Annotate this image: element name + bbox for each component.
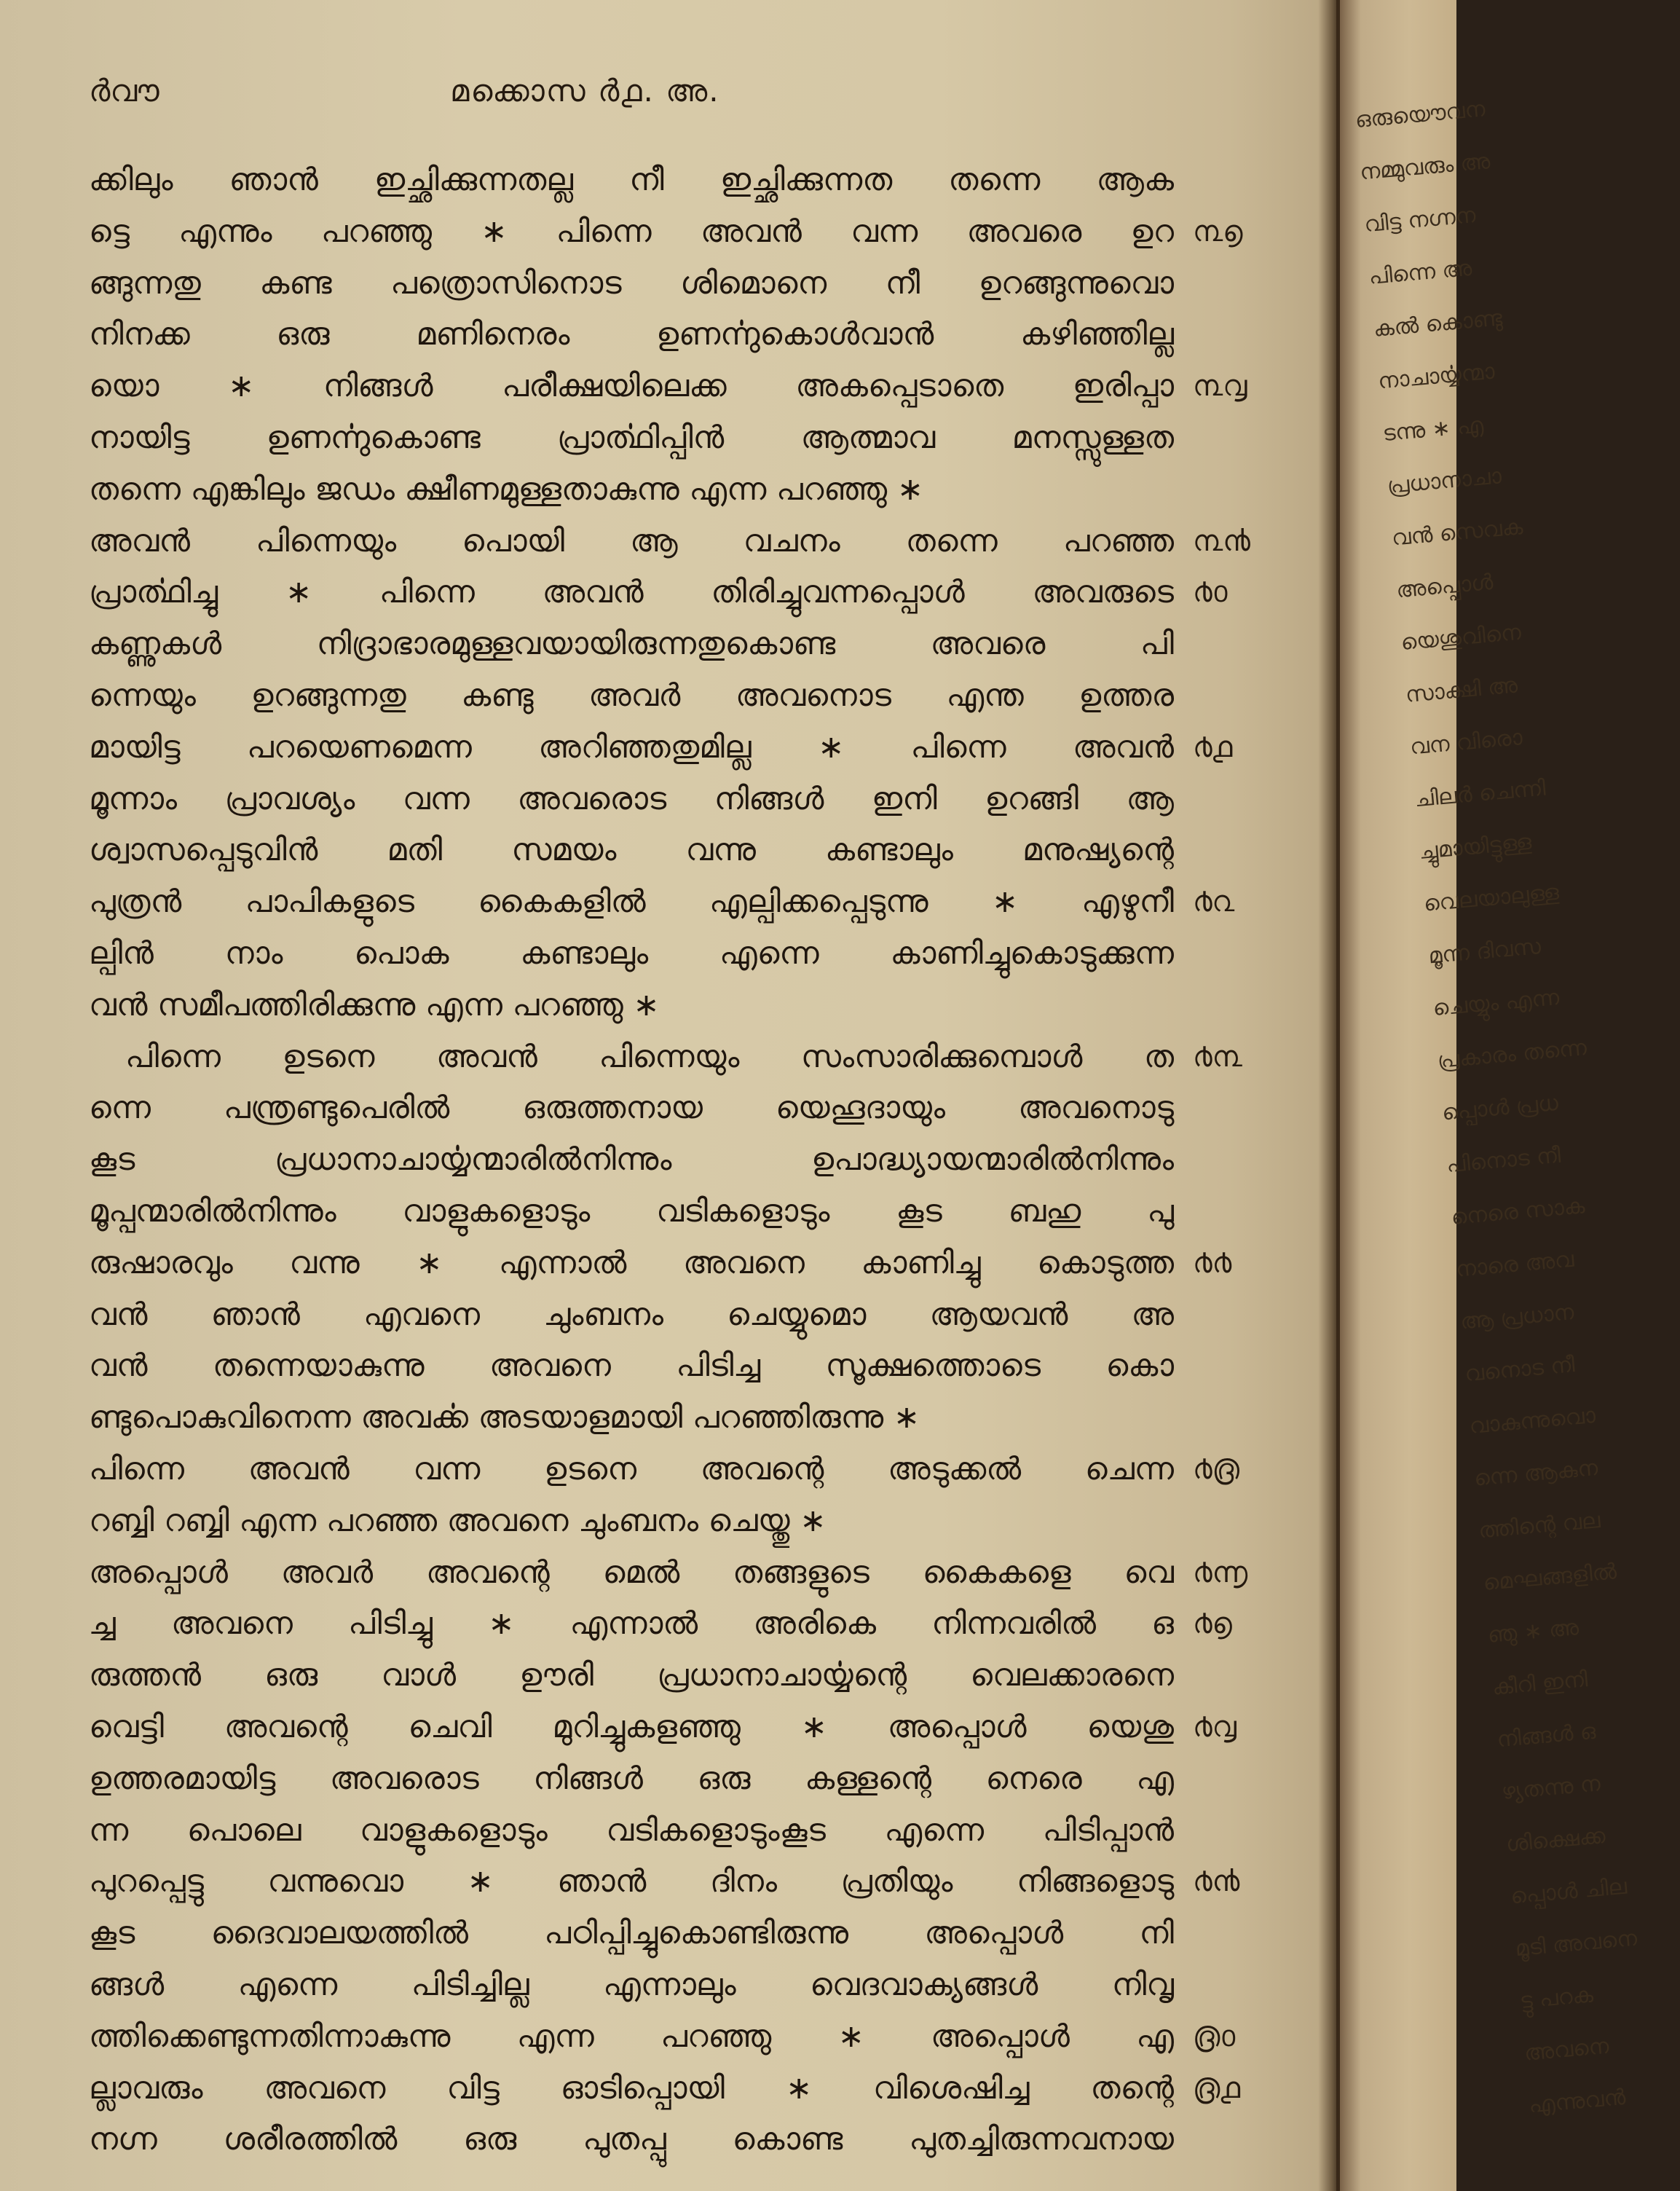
text-line: ല്ലാവരും അവനെ വിട്ട ഓടിപ്പൊയി ∗ വിശെഷിച്ച തന്റെ [89, 2070, 1174, 2107]
facing-line: പിന്നെ അ [1368, 255, 1473, 290]
text-line: തന്നെ എങ്കിലും ജഡം ക്ഷീണമുള്ളതാകുന്നു എന്ന പറഞ്ഞു ∗ [89, 471, 923, 508]
text-line: ട്ടെ എന്നും പറഞ്ഞു ∗ പിന്നെ അവൻ വന്ന അവരെ ഉറ [89, 213, 1174, 250]
text-line: റബ്ബി റബ്ബി എന്ന പറഞ്ഞ അവനെ ചുംബനം ചെയ്തു ∗ [89, 1503, 827, 1539]
facing-line: സാക്ഷി അ [1404, 672, 1519, 708]
text-line: പിന്നെ അവൻ വന്ന ഉടനെ അവന്റെ അടുക്കൽ ചെന്ന [89, 1451, 1174, 1487]
facing-line: ഒരുയൌവന [1354, 96, 1486, 133]
text-line: പുത്രൻ പാപികളുടെ കൈകളിൽ എല്പിക്കപ്പെടുന്നു ∗ എഴുനീ [89, 884, 1174, 920]
facing-line: ന്നെ ആകുന [1472, 1455, 1599, 1492]
verse-number: ൫൦ [1193, 2020, 1236, 2053]
facing-line: ശിക്ഷെക്ക [1504, 1822, 1606, 1857]
facing-line: വെലയാലുള്ള [1422, 879, 1561, 917]
facing-line: വന വിരൊ [1408, 725, 1523, 760]
verse-number: ൩൯ [1193, 524, 1250, 558]
facing-line: ചിലർ ചെന്നി [1413, 775, 1547, 813]
book-gutter [1318, 0, 1340, 2191]
text-line: ണ്ടുപൊകുവിനെന്ന അവൎക്ക അടയാളമായി പറഞ്ഞിരുന്നു ∗ [89, 1399, 920, 1436]
facing-line: കൽ കൊണ്ടു [1372, 305, 1504, 342]
verse-number: ൪൧ [1193, 731, 1233, 764]
facing-line: ആ പ്രധാന [1459, 1299, 1575, 1335]
facing-line: അപ്പൊൾ [1395, 569, 1494, 604]
text-line: ഉത്തരമായിട്ട അവരൊട നിങ്ങൾ ഒരു കള്ളന്റെ നെരെ എ [89, 1761, 1174, 1797]
text-line: രുത്തൻ ഒരു വാൾ ഊരി പ്രധാനാചാൎയ്യന്റെ വെലക്കാരനെ [89, 1657, 1174, 1694]
facing-line: വനൊട നീ [1464, 1352, 1576, 1388]
text-line: പ്രാൎത്ഥിച്ചു ∗ പിന്നെ അവൻ തിരിച്ചുവന്നപ്പൊൾ അവരുടെ [89, 574, 1174, 610]
text-line: ന്നെയും ഉറങ്ങുന്നതു കണ്ടു അവർ അവനൊട എന്ത ഉത്തര [89, 677, 1174, 714]
text-line: നഗ്ന ശരീരത്തിൽ ഒരു പുതപ്പു കൊണ്ട പുതച്ചിരുന്നവനായ [89, 2121, 1174, 2157]
facing-line: മെഘങ്ങളിൽ [1482, 1559, 1618, 1597]
text-line: ത്തിക്കെണ്ടുന്നതിന്നാകുന്നു എന്ന പറഞ്ഞു ∗ അപ്പൊൾ എ [89, 2018, 1174, 2055]
verse-number: ൩൮ [1193, 369, 1247, 403]
text-line: ങ്ങുന്നതു കണ്ട പത്രൊസിനൊട ശിമൊനെ നീ ഉറങ്ങുന്നുവൊ [89, 265, 1174, 302]
facing-line: പ്പൊൾ ചില [1509, 1873, 1628, 1910]
facing-line: ഴ്യതന്നു ന [1500, 1771, 1602, 1806]
facing-line: ടന്നു ∗ എ [1381, 412, 1485, 447]
text-line: നിനക്ക ഒരു മണിനെരം ഉണൎന്നുകൊൾവാൻ കഴിഞ്ഞില്ല [89, 316, 1174, 353]
text-line: കൂട പ്രധാനാചാൎയ്യന്മാരിൽനിന്നും ഉപാദ്ധ്യായന്മാരിൽനിന്നും [89, 1141, 1174, 1178]
facing-line: ട്ടു പറക [1518, 1982, 1595, 2014]
text-line: അവൻ പിന്നെയും പൊയി ആ വചനം തന്നെ പറഞ്ഞ [89, 523, 1174, 559]
facing-line: ത്തിന്റെ വല [1477, 1507, 1601, 1544]
page-number: ർവൗ [89, 73, 159, 109]
facing-line: നിങ്ങൾ ഒ [1496, 1718, 1597, 1753]
text-line: പുറപ്പെട്ടു വന്നുവൊ ∗ ഞാൻ ദിനം പ്രതിയും നിങ്ങളൊടു [89, 1863, 1174, 1900]
text-line: ല്പിൻ നാം പൊക കണ്ടാലും എന്നെ കാണിച്ചുകൊടുക്കുന്ന [89, 935, 1174, 972]
text-line: യൊ ∗ നിങ്ങൾ പരീക്ഷയിലെക്ക അകപ്പെടാതെ ഇരിപ്പാ [89, 368, 1174, 404]
verse-number: ൪൪ [1193, 1246, 1232, 1280]
facing-line: നമ്മുവരും അ [1358, 149, 1491, 186]
facing-line: നാരെ അവ [1454, 1246, 1575, 1283]
verse-number: ൪൭ [1193, 1607, 1232, 1640]
facing-line: യെശുവിനെ [1400, 619, 1523, 656]
verse-number: ൪൫ [1193, 1452, 1239, 1486]
facing-line: മൂടി അവനെ [1514, 1925, 1638, 1962]
facing-line: പ്പൊൾ പ്രധ [1440, 1090, 1560, 1126]
verse-number: ൪൯ [1193, 1865, 1240, 1898]
text-line: ന്ന പൊലെ വാളുകളൊടും വടികളൊടുംകൂട എന്നെ പിടിപ്പാൻ [89, 1812, 1174, 1849]
text-line: നായിട്ട ഉണൎന്നുകൊണ്ട പ്രാൎത്ഥിപ്പിൻ ആത്മാവ മനസ്സുള്ളത [89, 420, 1174, 456]
text-line: കൂട ദൈവാലയത്തിൽ പഠിപ്പിച്ചുകൊണ്ടിരുന്നു അപ്പൊൾ നി [89, 1915, 1174, 1951]
facing-line: കീറി ഇനി [1491, 1667, 1589, 1701]
running-title: മക്കൊസ ർ൧. അ. [450, 73, 720, 109]
facing-line: വൻ സെവക [1390, 514, 1524, 551]
text-line: പിന്നെ ഉടനെ അവൻ പിന്നെയും സംസാരിക്കുമ്പൊൾ ത [125, 1039, 1174, 1075]
text-line: ശ്വാസപ്പെടുവിൻ മതി സമയം വന്നു കണ്ടാലും മനുഷ്യന്റെ [89, 832, 1174, 868]
facing-line: എന്നുവൻ [1528, 2084, 1627, 2119]
text-line: വൻ ഞാൻ എവനെ ചുംബനം ചെയ്യുമൊ ആയവൻ അ [89, 1297, 1174, 1333]
text-line: വൻ തന്നെയാകുന്നു അവനെ പിടിച്ച സൂക്ഷത്തൊടെ കൊ [89, 1348, 1174, 1384]
facing-line: പ്രധാനാചാ [1386, 463, 1503, 499]
facing-page [1340, 0, 1638, 2191]
facing-line: ഞു ∗ അ [1486, 1615, 1580, 1648]
facing-line: നാചാൎയ്യന്മാ [1376, 358, 1496, 395]
text-line: വെട്ടി അവന്റെ ചെവി മുറിച്ചുകളഞ്ഞു ∗ അപ്പൊൾ യെശു [89, 1709, 1174, 1745]
facing-line: ചെയ്യും എന്ന [1432, 985, 1561, 1022]
text-line: അപ്പൊൾ അവർ അവന്റെ മെൽ തങ്ങളുടെ കൈകളെ വെ [89, 1554, 1174, 1591]
text-line: മായിട്ട പറയെണമെന്ന അറിഞ്ഞതുമില്ല ∗ പിന്നെ അവൻ [89, 729, 1174, 766]
text-line: ക്കിലും ഞാൻ ഇച്ഛിക്കുന്നതല്ല നീ ഇച്ഛിക്കുന്നത തന്നെ ആക [89, 162, 1174, 198]
text-line: ച്ച അവനെ പിടിച്ചു ∗ എന്നാൽ അരികെ നിന്നവരിൽ ഒ [89, 1605, 1174, 1642]
verse-number: ൪൦ [1193, 575, 1228, 609]
facing-line: വാകുന്നുവൊ [1468, 1402, 1597, 1439]
facing-line: വിട്ട നഗ്നന [1363, 202, 1477, 238]
verse-number: ൩൭ [1193, 215, 1243, 248]
facing-line: മൂന്ന ദിവസ [1427, 934, 1542, 969]
facing-page-text [1353, 83, 1662, 2132]
verse-number: ൫൧ [1193, 2072, 1241, 2105]
text-line: മൂപ്പന്മാരിൽനിന്നും വാളുകളൊടും വടികളൊടും കൂട ബഹു പു [89, 1193, 1174, 1230]
text-line: ന്നെ പന്ത്രണ്ടുപെരിൽ ഒരുത്തനായ യെഹൂദായും അവനൊടു [89, 1090, 1174, 1126]
facing-line: പ്രകാരം തന്നെ [1436, 1035, 1588, 1074]
facing-line: ച്ചുമായിട്ടുള്ള [1418, 829, 1533, 865]
verse-number: ൪൩ [1193, 1040, 1242, 1074]
facing-line: പിനൊട നീ [1446, 1142, 1562, 1179]
text-line: മൂന്നാം പ്രാവശ്യം വന്ന അവരൊട നിങ്ങൾ ഇനി ഉറങ്ങി ആ [89, 781, 1174, 817]
text-line: കണ്ണുകൾ നിദ്രാഭാരമുള്ളവയായിരുന്നതുകൊണ്ട അവരെ പി [89, 626, 1174, 662]
verse-number: ൪൮ [1193, 1710, 1237, 1744]
verse-number: ൪൬ [1193, 1556, 1248, 1589]
facing-line: നെരെ സാക [1450, 1193, 1586, 1231]
facing-line: അവനെ [1523, 2033, 1610, 2066]
verse-number: ൪൨ [1193, 885, 1235, 919]
text-line: വൻ സമീപത്തിരിക്കുന്നു എന്ന പറഞ്ഞു ∗ [89, 987, 660, 1023]
text-line: രുഷാരവും വന്നു ∗ എന്നാൽ അവനെ കാണിച്ചു കൊടുത്ത [89, 1245, 1174, 1281]
text-line: ങ്ങൾ എന്നെ പിടിച്ചില്ല എന്നാലും വെദവാക്യങ്ങൾ നിവൃ [89, 1967, 1174, 2003]
